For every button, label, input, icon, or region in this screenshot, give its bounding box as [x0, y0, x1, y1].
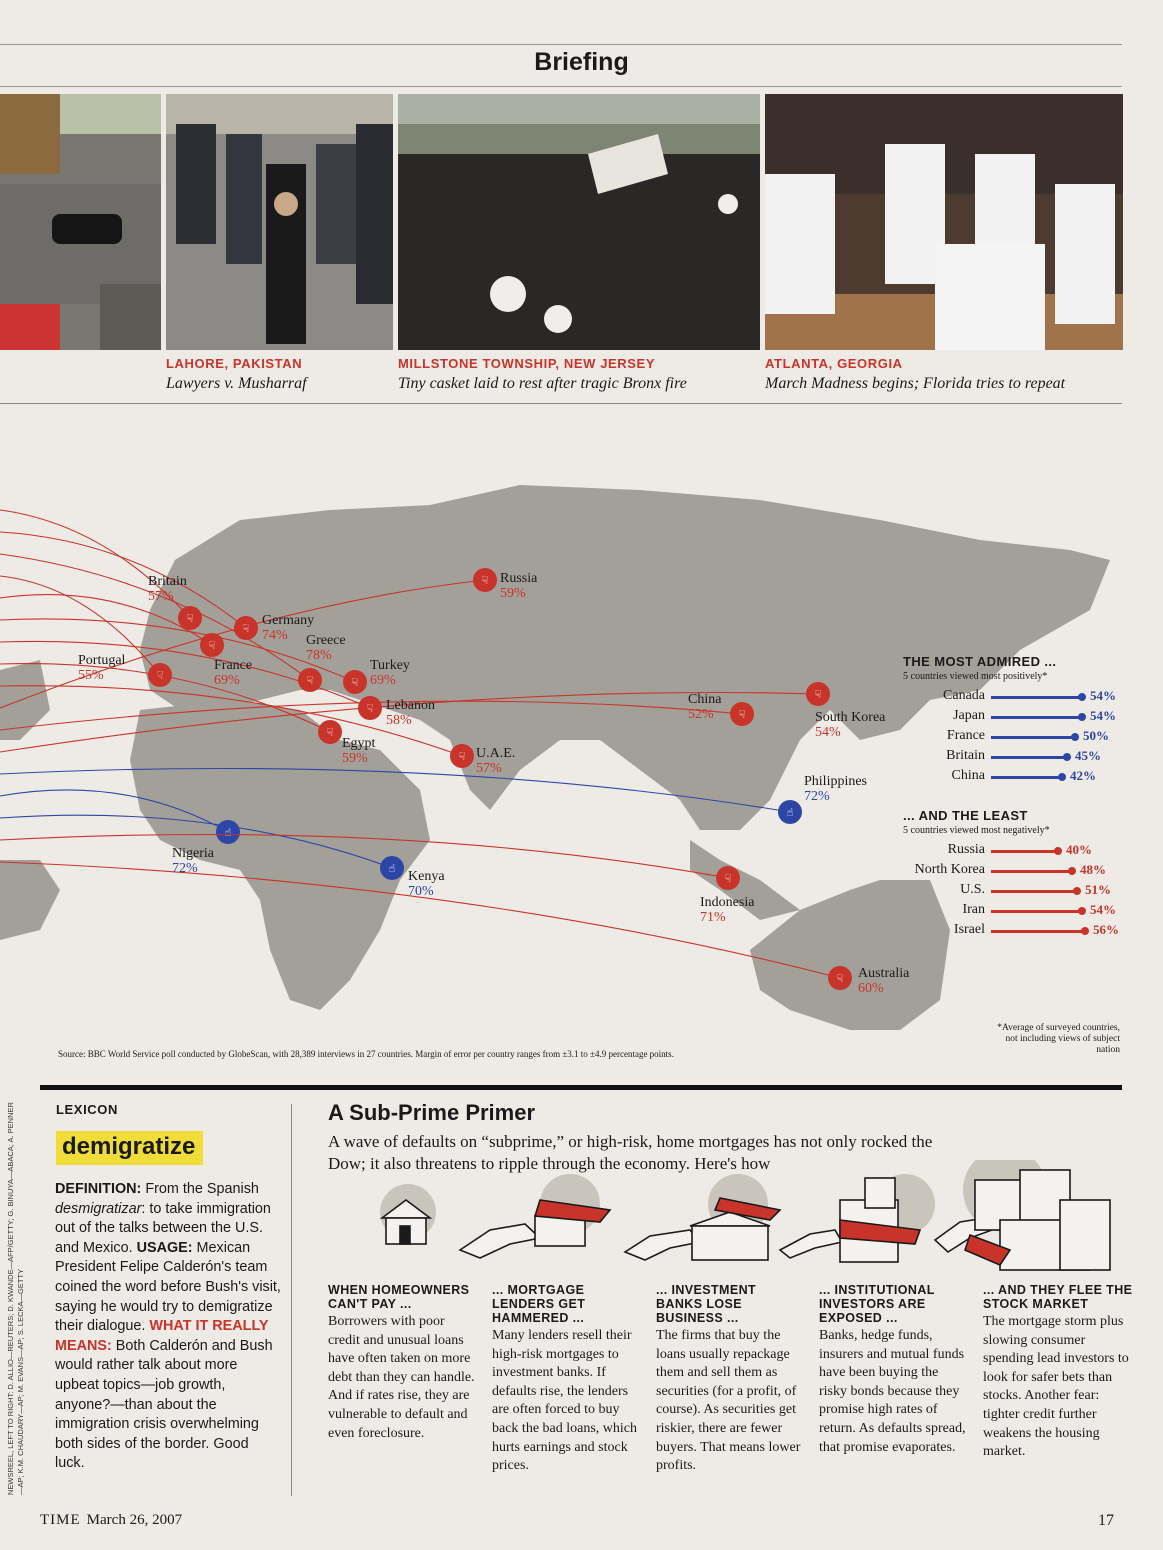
bar — [991, 910, 1082, 913]
bar-category: Britain — [946, 748, 985, 763]
primer-step-2 — [492, 1283, 642, 1476]
lexicon-usage-text: Mexican President Felipe Calderón's team coined the word before Bush's visit, saying he would try to demigratize their dialogue. — [55, 1239, 281, 1335]
step-5-body: The mortgage storm plus slowing consumer spending lead investors to look for safer bets than stocks. Another fear: tighter credit further weakens the housing market. — [983, 1314, 1129, 1460]
photo-street-scene — [0, 94, 161, 350]
country-pct: 60% — [858, 981, 884, 996]
least-admired-rows — [903, 840, 1119, 940]
country-pct: 57% — [476, 761, 502, 776]
country-name: Britain — [148, 574, 187, 589]
bar-end-dot — [1078, 907, 1086, 915]
bar-end-dot — [1073, 887, 1081, 895]
country-name: China — [688, 692, 722, 707]
header-rule-top — [0, 44, 1122, 45]
bar-row — [903, 686, 1116, 706]
step-2-body: Many lenders resell their high-risk mortgages to investment banks. If defaults rise, the lenders are often forced to buy back the bad loans, which hurts earnings and stock prices. — [492, 1328, 638, 1474]
connector-line — [0, 790, 228, 832]
thumb-glyph: ☝ — [388, 862, 396, 875]
most-admired-subtitle: 5 countries viewed most positively* — [903, 671, 1048, 682]
step-5-heading: ... AND THEY FLEE THE STOCK MARKET — [983, 1283, 1133, 1311]
country-pct: 72% — [172, 861, 198, 876]
captions-rule — [0, 403, 1122, 404]
magazine-name: TIME — [40, 1512, 81, 1528]
map-label-egypt — [342, 736, 375, 766]
thumb-glyph: ☝ — [224, 826, 232, 839]
country-pct: 57% — [148, 589, 174, 604]
bar — [991, 756, 1067, 759]
bar-row — [903, 880, 1111, 900]
bar-end-dot — [1071, 733, 1079, 741]
bar-value-label: 45% — [1075, 748, 1101, 763]
country-pct: 72% — [804, 789, 830, 804]
bar-value-label: 54% — [1090, 708, 1116, 723]
bar — [991, 716, 1082, 719]
photo-caption-atlanta: March Madness begins; Florida tries to repeat — [765, 375, 1066, 392]
photo-credits: NEWSREEL, LEFT TO RIGHT: D. ALLIO—REUTERS; D. KWANDE—AFP/GETTY; G. BINUYA—ABACA; A. PENNER—AP; K.M. CHAUDARY—AP; M. EVANS—AP; S. LECKA—GETTY — [6, 1102, 25, 1495]
step-1-body: Borrowers with poor credit and unusual loans have often taken on more debt than they can handle. And if rates rise, they are vulnerable to default and even foreclosure. — [328, 1314, 475, 1441]
country-name: Philippines — [804, 774, 868, 789]
step-3-body: The firms that buy the loans usually repackage them and sell them as securities (for a profit, of course). As securities get riskier, there are fewer buyers. That means lower profits. — [656, 1328, 801, 1474]
primer-step-3 — [656, 1283, 806, 1476]
issue-date: March 26, 2007 — [86, 1512, 183, 1528]
country-name: Russia — [500, 571, 538, 586]
step-1-heading: WHEN HOMEOWNERS CAN'T PAY ... — [328, 1283, 470, 1311]
bar-category: Israel — [953, 922, 985, 937]
page-footer-left — [40, 1512, 182, 1529]
photo-caption-millstone: Tiny casket laid to rest after tragic Bronx fire — [398, 375, 687, 392]
bar-category: China — [951, 768, 985, 783]
connector-line — [0, 532, 246, 628]
thumb-glyph: ☟ — [366, 702, 374, 715]
connector-line — [0, 834, 728, 878]
bar — [991, 850, 1058, 853]
country-pct: 78% — [306, 648, 332, 663]
country-name: U.A.E. — [476, 746, 516, 761]
map-label-france — [214, 658, 252, 688]
country-pct: 70% — [408, 884, 434, 899]
photo-millstone — [398, 94, 760, 350]
step-3-heading: ... INVESTMENT BANKS LOSE BUSINESS ... — [656, 1283, 757, 1325]
country-name: Indonesia — [700, 895, 755, 910]
section-divider — [40, 1085, 1122, 1090]
lexicon-means-text: Both Calderón and Bush would rather talk about more upbeat topics—job growth, anyone?—than about the immigration crisis overwhelming both sides of the border. Good luck. — [55, 1337, 273, 1472]
bank-icon — [625, 1198, 780, 1260]
bar — [991, 890, 1077, 893]
page-number: 17 — [1098, 1512, 1114, 1529]
bar-category: North Korea — [914, 862, 985, 877]
primer-illustration — [320, 1160, 1130, 1280]
map-label-russia — [500, 571, 537, 601]
connector-line — [0, 768, 790, 812]
city-icon — [935, 1170, 1110, 1270]
bar — [991, 930, 1085, 933]
thumb-glyph: ☟ — [326, 726, 334, 739]
thumb-glyph: ☟ — [186, 612, 194, 625]
thumb-glyph: ☟ — [208, 639, 216, 652]
bar-category: Japan — [953, 708, 985, 723]
country-name: Lebanon — [386, 698, 435, 713]
country-name: Germany — [262, 613, 315, 628]
map-label-portugal — [78, 653, 125, 683]
bar-value-label: 54% — [1090, 688, 1116, 703]
country-pct: 55% — [78, 668, 104, 683]
hands-bank-icon — [460, 1200, 610, 1258]
country-name: Australia — [858, 966, 910, 981]
country-name: Nigeria — [172, 846, 214, 861]
map-label-china — [688, 692, 721, 722]
primer-intro: A wave of defaults on “subprime,” or high-risk, home mortgages has not only rocked the Dow; it also threatens to ripple through the economy. Here's how — [328, 1132, 933, 1173]
lexicon-body — [55, 1180, 282, 1474]
map-source: Source: BBC World Service poll conducted by GlobeScan, with 28,389 interviews in 27 countries. Margin of error per country ranges from ±3.1 to ±4.9 percentage points. — [58, 1049, 674, 1059]
bar — [991, 776, 1062, 779]
thumb-glyph: ☟ — [306, 674, 314, 687]
bar-value-label: 50% — [1083, 728, 1109, 743]
bar-category: France — [946, 728, 985, 743]
bar-value-label: 51% — [1085, 882, 1111, 897]
country-name: Kenya — [408, 869, 445, 884]
bar-end-dot — [1058, 773, 1066, 781]
thumb-glyph: ☟ — [351, 676, 359, 689]
map-label-australia — [858, 966, 909, 996]
country-pct: 59% — [500, 586, 526, 601]
country-pct: 74% — [262, 628, 288, 643]
map-label-lebanon — [386, 698, 435, 728]
lexicon-means-label: WHAT IT REALLY MEANS: — [55, 1318, 269, 1354]
map-label-nigeria — [172, 846, 214, 876]
country-pct: 69% — [370, 673, 396, 688]
map-label-kenya — [408, 869, 445, 899]
least-admired-title: ... AND THE LEAST — [903, 808, 1028, 823]
photo-place-millstone: MILLSTONE TOWNSHIP, NEW JERSEY — [398, 356, 656, 371]
country-pct: 69% — [214, 673, 240, 688]
bar-end-dot — [1068, 867, 1076, 875]
bar — [991, 696, 1082, 699]
bar-value-label: 48% — [1080, 862, 1106, 877]
most-admired-rows — [903, 686, 1116, 786]
step-4-body: Banks, hedge funds, insurers and mutual funds have been buying the risky bonds because they promise high rates of return. As defaults spread, that promise evaporates. — [819, 1328, 966, 1455]
section-title: Briefing — [534, 48, 629, 76]
bar-value-label: 42% — [1070, 768, 1096, 783]
map-label-britain — [148, 574, 187, 604]
photo-atlanta — [765, 94, 1123, 350]
bar-end-dot — [1078, 693, 1086, 701]
thumb-glyph: ☝ — [786, 806, 794, 819]
thumb-glyph: ☟ — [724, 872, 732, 885]
lexicon-definition-label: DEFINITION: — [55, 1181, 142, 1197]
bar-row — [903, 706, 1116, 726]
country-pct: 54% — [815, 725, 841, 740]
primer-title: A Sub-Prime Primer — [328, 1100, 536, 1125]
bar-row — [903, 920, 1119, 940]
photo-place-atlanta: ATLANTA, GEORGIA — [765, 356, 903, 371]
country-pct: 59% — [342, 751, 368, 766]
bar-end-dot — [1054, 847, 1062, 855]
bar-category: U.S. — [960, 882, 985, 897]
thumb-glyph: ☟ — [738, 708, 746, 721]
bar-category: Iran — [962, 902, 985, 917]
lexicon-definition-post: : to take immigration out of the talks between the U.S. and Mexico. — [55, 1200, 271, 1256]
bar-row — [903, 726, 1109, 746]
country-name: Egypt — [342, 736, 376, 751]
bar-category: Canada — [943, 688, 985, 703]
primer-step-1 — [328, 1283, 478, 1443]
country-pct: 71% — [700, 910, 726, 925]
bar — [991, 870, 1072, 873]
bar-value-label: 40% — [1066, 842, 1092, 857]
bar-row — [903, 746, 1101, 766]
bar-row — [903, 860, 1106, 880]
bar-row — [903, 900, 1116, 920]
bar-value-label: 56% — [1093, 922, 1119, 937]
thumb-glyph: ☟ — [814, 688, 822, 701]
bar — [991, 736, 1075, 739]
bar-end-dot — [1063, 753, 1071, 761]
map-label-philippines — [804, 774, 867, 804]
step-4-heading: ... INSTITUTIONAL INVESTORS ARE EXPOSED ... — [819, 1283, 935, 1325]
primer-step-4 — [819, 1283, 969, 1457]
photo-place-lahore: LAHORE, PAKISTAN — [166, 356, 303, 371]
map-footnote: *Average of surveyed countries, not including views of subject nation — [997, 1023, 1120, 1055]
bar-row — [903, 766, 1096, 786]
least-admired-subtitle: 5 countries viewed most negatively* — [903, 825, 1050, 836]
country-name: Greece — [306, 633, 346, 648]
thumb-glyph: ☟ — [458, 750, 466, 763]
bar-end-dot — [1081, 927, 1089, 935]
country-name: France — [214, 658, 253, 673]
map-label-u-a-e- — [476, 746, 515, 776]
country-name: Portugal — [78, 653, 126, 668]
map-label-turkey — [370, 658, 410, 688]
bar-category: Russia — [947, 842, 985, 857]
thumb-glyph: ☟ — [836, 972, 844, 985]
country-name: South Korea — [815, 710, 886, 725]
country-pct: 52% — [688, 707, 714, 722]
map-label-indonesia — [700, 895, 754, 925]
column-divider — [291, 1104, 292, 1496]
thumb-glyph: ☟ — [156, 669, 164, 682]
photo-caption-lahore: Lawyers v. Musharraf — [166, 375, 307, 392]
lexicon-usage-label: USAGE: — [136, 1239, 193, 1256]
bar-end-dot — [1078, 713, 1086, 721]
primer-step-5 — [983, 1283, 1133, 1462]
step-2-heading: ... MORTGAGE LENDERS GET HAMMERED ... — [492, 1283, 586, 1325]
country-name: Turkey — [370, 658, 410, 673]
photo-lahore — [166, 94, 393, 350]
country-pct: 58% — [386, 713, 412, 728]
least-admired-panel — [903, 808, 1119, 940]
header-rule-bottom — [0, 86, 1122, 87]
lexicon-label: LEXICON — [56, 1102, 118, 1117]
lexicon-definition-pre: From the Spanish — [141, 1181, 259, 1197]
thumb-glyph: ☟ — [481, 574, 489, 587]
thumb-glyph: ☟ — [242, 622, 250, 635]
most-admired-panel — [903, 654, 1116, 786]
most-admired-title: THE MOST ADMIRED ... — [903, 654, 1057, 669]
map-label-greece — [306, 633, 346, 663]
lexicon-word: demigratize — [56, 1131, 203, 1165]
bar-value-label: 54% — [1090, 902, 1116, 917]
lexicon-definition-italic: desmigratizar — [55, 1200, 142, 1217]
bar-row — [903, 840, 1092, 860]
